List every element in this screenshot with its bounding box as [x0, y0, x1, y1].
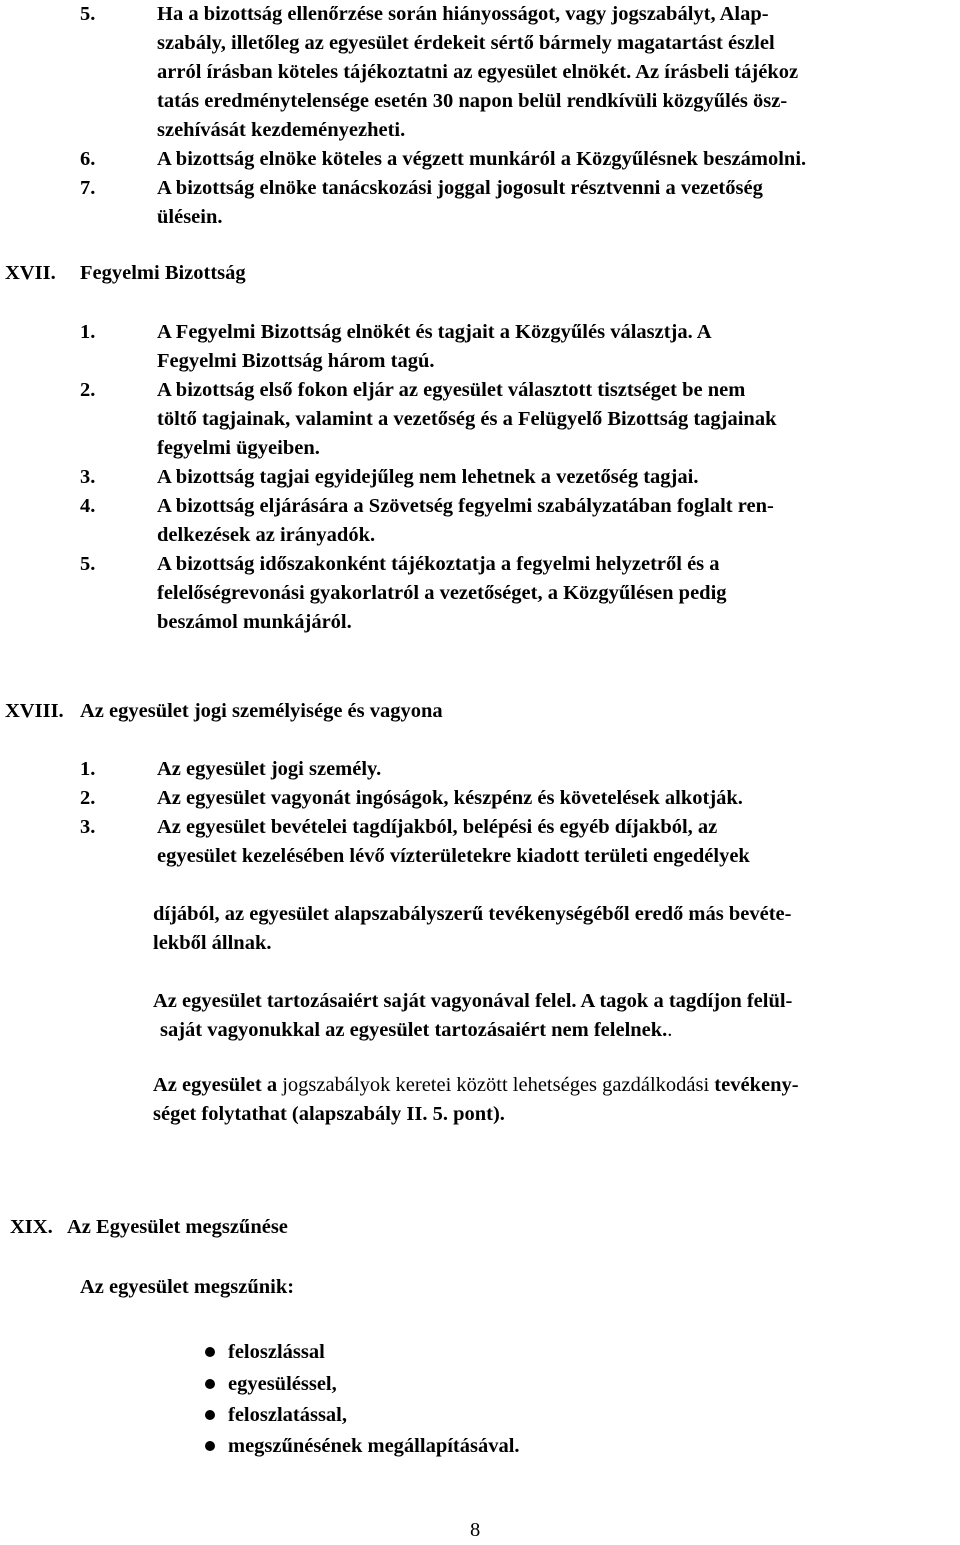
- business-line: [153, 1071, 799, 1100]
- bullet-dot-icon: [205, 1379, 215, 1389]
- item-line: A bizottság tagjai egyidejűleg nem lehetnek a vezetőség tagjai.: [157, 466, 699, 488]
- item-line: tatás eredménytelensége esetén 30 napon belül rendkívüli közgyűlés ösz-: [157, 90, 788, 112]
- item-line: A Fegyelmi Bizottság elnökét és tagjait a Közgyűlés választja. A: [157, 321, 712, 343]
- item-line: Ha a bizottság ellenőrzése során hiányosságot, vagy jogszabályt, Alap-: [157, 3, 769, 25]
- item-number: 2.: [80, 379, 96, 401]
- item-line: Fegyelmi Bizottság három tagú.: [157, 350, 435, 372]
- list-item: egyesüléssel,: [228, 1373, 337, 1395]
- list-item: feloszlással: [228, 1341, 325, 1363]
- item-line: beszámol munkájáról.: [157, 611, 352, 633]
- item-line: ülésein.: [157, 206, 223, 228]
- business-line: séget folytathat (alapszabály II. 5. pont).: [153, 1103, 505, 1125]
- bullet-dot-icon: [205, 1410, 215, 1420]
- liability-trailing-period: .: [667, 1019, 673, 1041]
- item-line: Az egyesület bevételei tagdíjakból, belépési és egyéb díjakból, az: [157, 816, 718, 838]
- list-item: megszűnésének megállapításával.: [228, 1435, 520, 1457]
- bullet-dot-icon: [205, 1441, 215, 1451]
- item-line: szehívását kezdeményezheti.: [157, 119, 406, 141]
- section-numeral: XVIII.: [5, 700, 64, 722]
- bullet-dot-icon: [205, 1347, 215, 1357]
- item-line: egyesület kezelésében lévő vízterületekre kiadott területi engedélyek: [157, 845, 750, 867]
- continuation-line: lekből állnak.: [153, 932, 272, 954]
- section-intro: Az egyesület megszűnik:: [80, 1276, 295, 1298]
- item-line: Az egyesület jogi személy.: [157, 758, 382, 780]
- item-number: 5.: [80, 3, 96, 25]
- item-line: felelőségrevonási gyakorlatról a vezetőséget, a Közgyűlésen pedig: [157, 582, 727, 604]
- item-number: 7.: [80, 177, 96, 199]
- item-line: A bizottság elnöke tanácskozási joggal jogosult résztvenni a vezetőség: [157, 177, 763, 199]
- item-number: 5.: [80, 553, 96, 575]
- liability-line-text: saját vagyonukkal az egyesület tartozásaiért nem felelnek.: [160, 1019, 668, 1041]
- item-line: A bizottság időszakonként tájékoztatja a fegyelmi helyzetről és a: [157, 553, 720, 575]
- liability-line: Az egyesület tartozásaiért saját vagyonával felel. A tagok a tagdíjon felül-: [153, 990, 793, 1012]
- continuation-line: díjából, az egyesület alapszabályszerű tevékenységéből eredő más bevéte-: [153, 903, 792, 925]
- item-number: 4.: [80, 495, 96, 517]
- section-title: Az Egyesület megszűnése: [67, 1216, 288, 1238]
- item-number: 1.: [80, 321, 96, 343]
- page-number: 8: [470, 1519, 481, 1541]
- item-number: 3.: [80, 816, 96, 838]
- item-number: 3.: [80, 466, 96, 488]
- item-line: szabály, illetőleg az egyesület érdekeit sértő bármely magatartást észlel: [157, 32, 775, 54]
- item-line: Az egyesület vagyonát ingóságok, készpénz és követelések alkotják.: [157, 787, 743, 809]
- section-numeral: XIX.: [10, 1216, 53, 1238]
- liability-line: [160, 1016, 672, 1045]
- section-numeral: XVII.: [5, 262, 56, 284]
- item-number: 2.: [80, 787, 96, 809]
- item-line: töltő tagjainak, valamint a vezetőség és a Felügyelő Bizottság tagjainak: [157, 408, 777, 430]
- business-bold-start: Az egyesület a: [153, 1074, 278, 1096]
- item-number: 6.: [80, 148, 96, 170]
- business-regular: jogszabályok keretei között lehetséges gazdálkodási: [282, 1074, 710, 1096]
- section-title: Az egyesület jogi személyisége és vagyona: [80, 700, 443, 722]
- list-item: feloszlatással,: [228, 1404, 347, 1426]
- item-line: A bizottság eljárására a Szövetség fegyelmi szabályzatában foglalt ren-: [157, 495, 774, 517]
- item-line: fegyelmi ügyeiben.: [157, 437, 320, 459]
- item-line: A bizottság elnöke köteles a végzett munkáról a Közgyűlésnek beszámolni.: [157, 148, 807, 170]
- item-number: 1.: [80, 758, 96, 780]
- section-title: Fegyelmi Bizottság: [80, 262, 246, 284]
- business-bold-end: tevékeny-: [714, 1074, 799, 1096]
- item-line: A bizottság első fokon eljár az egyesület választott tisztséget be nem: [157, 379, 746, 401]
- item-line: delkezések az irányadók.: [157, 524, 376, 546]
- item-line: arról írásban köteles tájékoztatni az egyesület elnökét. Az írásbeli tájékoz: [157, 61, 799, 83]
